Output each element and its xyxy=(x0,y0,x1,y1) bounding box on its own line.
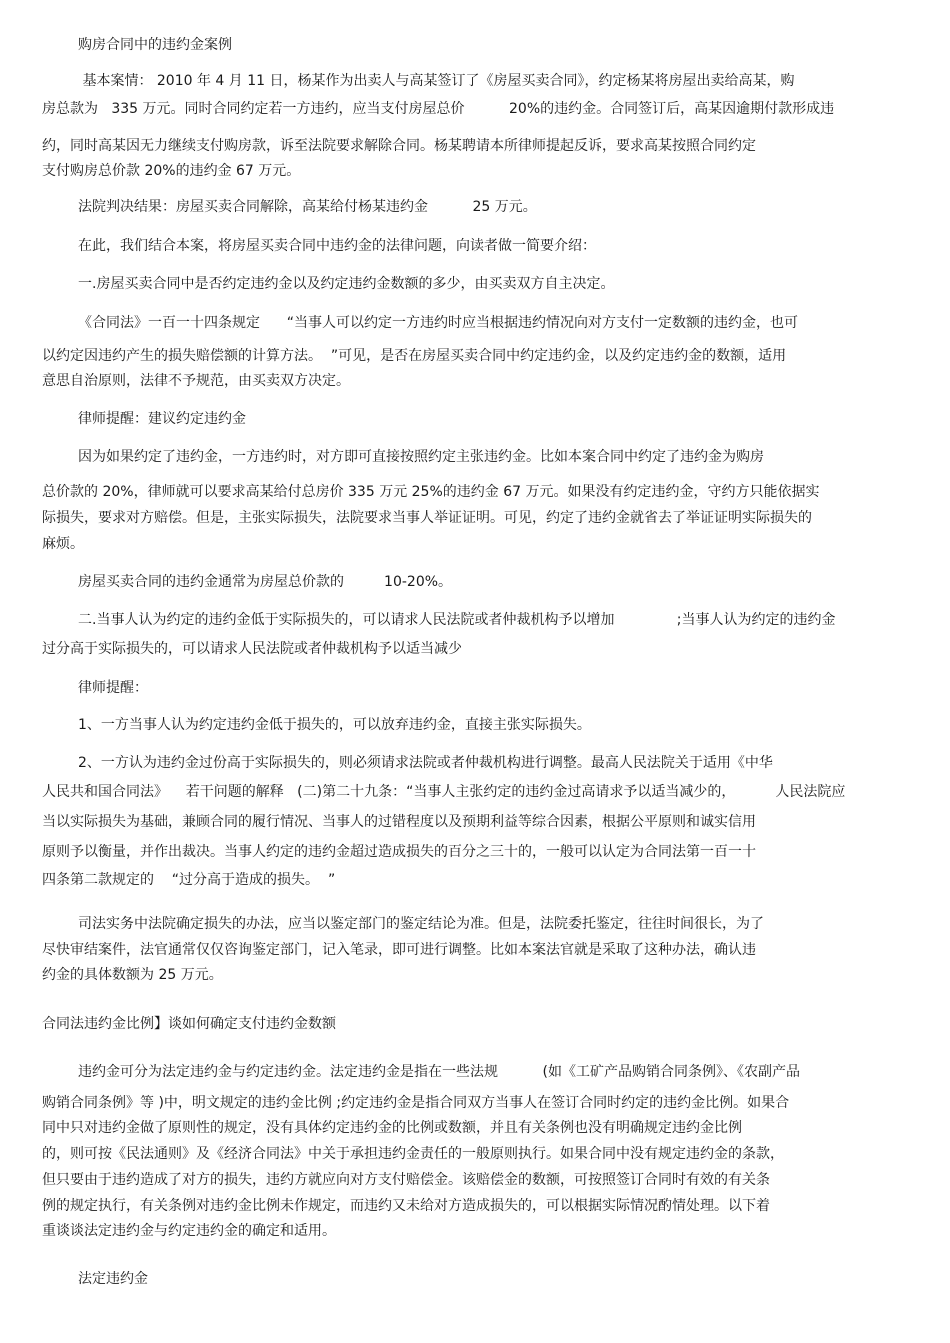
section-heading: 法定违约金 xyxy=(78,1271,148,1287)
text-line: 购销合同条例》等 )中，明文规定的违约金比例 ;约定违约金是指合同双方当事人在签订合同时约定的违约金比例。如果合 xyxy=(42,1095,790,1111)
section-heading: 一.房屋买卖合同中是否约定违约金以及约定违约金数额的多少，由买卖双方自主决定。 xyxy=(78,276,615,292)
text-line: 意思自治原则，法律不予规范，由买卖双方决定。 xyxy=(42,373,350,389)
text-line: 但只要由于违约造成了对方的损失，违约方就应向对方支付赔偿金。该赔偿金的数额，可按照签订合同时有效的有关条 xyxy=(42,1172,770,1188)
text-line: 重谈谈法定违约金与约定违约金的确定和适用。 xyxy=(42,1223,336,1239)
document-title: 购房合同中的违约金案例 xyxy=(78,37,232,53)
text-line: 四条第二款规定的 “过分高于造成的损失。 ” xyxy=(42,872,336,888)
section-heading: 二.当事人认为约定的违约金低于实际损失的，可以请求人民法院或者仲裁机构予以增加 ;当事人认为约定的违约金 xyxy=(78,612,836,628)
text-line: 支付购房总价款 20%的违约金 67 万元。 xyxy=(42,163,301,179)
text-line: 当以实际损失为基础，兼顾合同的履行情况、当事人的过错程度以及预期利益等综合因素，根据公平原则和诚实信用 xyxy=(42,814,756,830)
text-line: 际损失，要求对方赔偿。但是，主张实际损失，法院要求当事人举证证明。可见，约定了违约金就省去了举证证明实际损失的 xyxy=(42,510,812,526)
text-line: 过分高于实际损失的，可以请求人民法院或者仲裁机构予以适当减少 xyxy=(42,641,462,657)
text-line: 例的规定执行，有关条例对违约金比例未作规定，而违约又未给对方造成损失的，可以根据实际情况酌情处理。以下着 xyxy=(42,1198,770,1214)
text-line: 1、一方当事人认为约定违约金低于损失的，可以放弃违约金，直接主张实际损失。 xyxy=(78,717,591,733)
text-line: 以约定因违约产生的损失赔偿额的计算方法。 ”可见，是否在房屋买卖合同中约定违约金，以及约定违约金的数额，适用 xyxy=(42,348,787,364)
text-line: 2、一方认为违约金过份高于实际损失的，则必须请求法院或者仲裁机构进行调整。最高人民法院关于适用《中华 xyxy=(78,755,773,771)
text-line: 的，则可按《民法通则》及《经济合同法》中关于承担违约金责任的一般原则执行。如果合同中没有规定违约金的条款， xyxy=(42,1146,784,1162)
text-line: 总价款的 20%，律师就可以要求高某给付总房价 335 万元 25%的违约金 67 万元。如果没有约定违约金，守约方只能依据实 xyxy=(42,484,820,500)
text-line: 约金的具体数额为 25 万元。 xyxy=(42,967,223,983)
text-line: 司法实务中法院确定损失的办法，应当以鉴定部门的鉴定结论为准。但是，法院委托鉴定，往往时间很长，为了 xyxy=(78,916,764,932)
text-line: 法院判决结果：房屋买卖合同解除，高某给付杨某违约金 25 万元。 xyxy=(78,199,537,215)
text-line: 因为如果约定了违约金，一方违约时，对方即可直接按照约定主张违约金。比如本案合同中约定了违约金为购房 xyxy=(78,449,764,465)
text-line: 约，同时高某因无力继续支付购房款，诉至法院要求解除合同。杨某聘请本所律师提起反诉，要求高某按照合同约定 xyxy=(42,138,756,154)
text-line: 违约金可分为法定违约金与约定违约金。法定违约金是指在一些法规 (如《工矿产品购销合同条例》、《农副产品 xyxy=(78,1064,800,1080)
text-line: 人民共和国合同法》 若干问题的解释 (二)第二十九条：“当事人主张约定的违约金过高请求予以适当减少的， 人民法院应 xyxy=(42,784,846,800)
text-line: 房总款为 335 万元。同时合同约定若一方违约，应当支付房屋总价 20%的违约金。合同签订后，高某因逾期付款形成违 xyxy=(42,101,835,117)
text-line: 律师提醒： xyxy=(78,680,148,696)
text-line: 原则予以衡量，并作出裁决。当事人约定的违约金超过造成损失的百分之三十的，一般可以认定为合同法第一百一十 xyxy=(42,844,756,860)
text-line: 律师提醒：建议约定违约金 xyxy=(78,411,246,427)
text-line: 房屋买卖合同的违约金通常为房屋总价款的 10-20%。 xyxy=(78,574,453,590)
text-line: 麻烦。 xyxy=(42,536,84,552)
text-line: 在此，我们结合本案，将房屋买卖合同中违约金的法律问题，向读者做一简要介绍： xyxy=(78,238,596,254)
text-line: 尽快审结案件，法官通常仅仅咨询鉴定部门，记入笔录，即可进行调整。比如本案法官就是采取了这种办法，确认违 xyxy=(42,942,756,958)
text-line: 基本案情： 2010 年 4 月 11 日，杨某作为出卖人与高某签订了《房屋买卖合同》，约定杨某将房屋出卖给高某，购 xyxy=(78,73,795,89)
text-line: 《合同法》一百一十四条规定 “当事人可以约定一方违约时应当根据违约情况向对方支付一定数额的违约金，也可 xyxy=(78,315,798,331)
text-line: 同中只对违约金做了原则性的规定，没有具体约定违约金的比例或数额，并且有关条例也没有明确规定违约金比例 xyxy=(42,1120,742,1136)
section-heading: 合同法违约金比例】谈如何确定支付违约金数额 xyxy=(42,1016,336,1032)
